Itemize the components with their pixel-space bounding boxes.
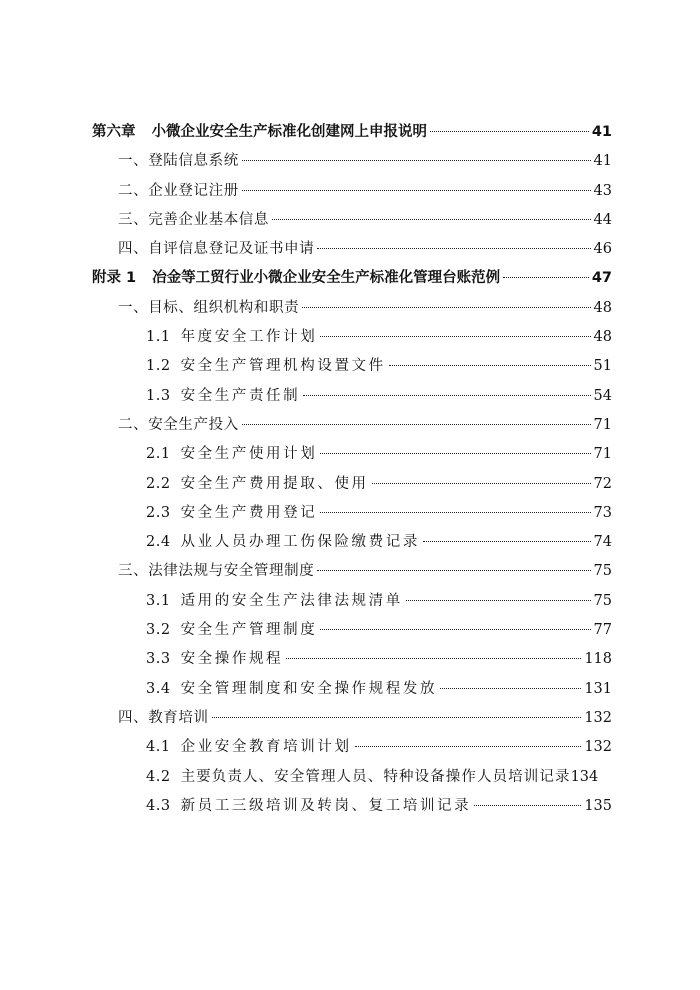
- toc-entry-title: 新员工三级培训及转岗、复工培训记录: [180, 797, 472, 814]
- toc-entry-title: 一、目标、组织机构和职责: [118, 299, 300, 316]
- toc-entry-number: 1.3: [146, 387, 171, 404]
- toc-entry-title: 主要负责人、安全管理人员、特种设备操作人员培训记录: [180, 768, 571, 785]
- dot-leader: [406, 600, 591, 601]
- toc-entry-number: 2.3: [146, 504, 171, 521]
- toc-entry-page: 47: [591, 270, 612, 287]
- toc-entry-section[interactable]: [92, 557, 612, 586]
- toc-entry-page: 75: [593, 563, 612, 580]
- toc-entry-page: 118: [584, 651, 612, 668]
- toc-entry-title: 适用的安全生产法律法规清单: [180, 592, 403, 609]
- toc-entry-title: 二、企业登记注册: [118, 182, 239, 199]
- toc-entry-page: 46: [593, 241, 612, 258]
- toc-entry-page: 43: [593, 182, 612, 199]
- toc-entry-page: 135: [584, 797, 612, 814]
- toc-entry-page: 48: [593, 329, 612, 346]
- toc-entry-number: 3.3: [146, 651, 171, 668]
- toc-entry-subsection[interactable]: [92, 616, 612, 645]
- toc-entry-page: 71: [593, 446, 612, 463]
- toc-entry-subsection[interactable]: [92, 323, 612, 352]
- toc-entry-subsection[interactable]: [92, 352, 612, 381]
- toc-entry-number: 2.2: [146, 475, 171, 492]
- dot-leader: [212, 717, 582, 718]
- toc-entry-page: 75: [593, 592, 612, 609]
- toc-entry-page: 51: [593, 358, 612, 375]
- toc-entry-title: 三、完善企业基本信息: [118, 211, 269, 228]
- toc-entry-subsection[interactable]: [92, 645, 612, 674]
- dot-leader: [242, 190, 591, 191]
- toc-entry-page: 74: [593, 534, 612, 551]
- toc-entry-section[interactable]: [92, 147, 612, 176]
- toc-entry-title: 企业安全教育培训计划: [180, 739, 352, 756]
- toc-entry-number: 1.2: [146, 358, 171, 375]
- dot-leader: [474, 805, 581, 806]
- toc-entry-number: 1.1: [146, 329, 171, 346]
- toc-entry-section[interactable]: [92, 294, 612, 323]
- dot-leader: [389, 365, 591, 366]
- toc-entry-page: 132: [584, 709, 612, 726]
- dot-leader: [320, 629, 590, 630]
- toc-entry-title: 安全生产费用登记: [180, 504, 318, 521]
- dot-leader: [272, 219, 591, 220]
- toc-entry-appendix-1[interactable]: [92, 264, 612, 293]
- toc-entry-title: 一、登陆信息系统: [118, 153, 239, 170]
- dot-leader: [320, 453, 590, 454]
- toc-entry-page: 41: [591, 124, 612, 140]
- table-of-contents: [92, 118, 612, 821]
- toc-entry-subsection[interactable]: [92, 499, 612, 528]
- dot-leader: [355, 746, 582, 747]
- toc-entry-chapter-6[interactable]: [92, 118, 612, 147]
- dot-leader: [242, 424, 591, 425]
- toc-entry-title: 安全生产管理机构设置文件: [180, 358, 386, 375]
- toc-entry-subsection[interactable]: [92, 470, 612, 499]
- toc-entry-subsection[interactable]: [92, 440, 612, 469]
- toc-entry-title: 四、自评信息登记及证书申请: [118, 241, 315, 258]
- toc-entry-title: 四、教育培训: [118, 709, 209, 726]
- toc-entry-subsection[interactable]: [92, 763, 612, 792]
- toc-entry-subsection[interactable]: [92, 528, 612, 557]
- toc-entry-number: 2.1: [146, 446, 171, 463]
- toc-entry-page: 77: [593, 622, 612, 639]
- dot-leader: [317, 248, 590, 249]
- toc-entry-title: 安全生产责任制: [180, 387, 301, 404]
- toc-entry-number: 4.3: [146, 797, 171, 814]
- toc-entry-section[interactable]: [92, 235, 612, 264]
- dot-leader: [320, 512, 590, 513]
- toc-entry-number: 3.4: [146, 680, 171, 697]
- toc-entry-subsection[interactable]: [92, 675, 612, 704]
- toc-entry-number: 4.1: [146, 739, 171, 756]
- toc-entry-subsection[interactable]: [92, 587, 612, 616]
- toc-entry-section[interactable]: [92, 704, 612, 733]
- toc-entry-title: 安全生产管理制度: [180, 622, 318, 639]
- dot-leader: [372, 483, 591, 484]
- toc-entry-title: 从业人员办理工伤保险缴费记录: [180, 534, 420, 551]
- toc-entry-page: 54: [593, 387, 612, 404]
- toc-entry-page: 131: [584, 680, 612, 697]
- dot-leader: [440, 688, 581, 689]
- dot-leader: [302, 307, 590, 308]
- dot-leader: [503, 277, 589, 278]
- toc-entry-page: 72: [593, 475, 612, 492]
- toc-entry-title: 冶金等工贸行业小微企业安全生产标准化管理台账范例: [152, 270, 501, 287]
- dot-leader: [320, 336, 590, 337]
- toc-entry-title: 年度安全工作计划: [180, 329, 318, 346]
- toc-entry-number: 3.1: [146, 592, 171, 609]
- toc-entry-title: 安全管理制度和安全操作规程发放: [180, 680, 438, 697]
- toc-entry-subsection[interactable]: [92, 792, 612, 821]
- dot-leader: [286, 658, 581, 659]
- dot-leader: [430, 131, 589, 132]
- toc-entry-number: 附录 1: [92, 270, 137, 287]
- toc-entry-page: 132: [584, 739, 612, 756]
- toc-entry-section[interactable]: [92, 177, 612, 206]
- toc-entry-page: 73: [593, 504, 612, 521]
- toc-entry-page: 71: [593, 416, 612, 433]
- toc-entry-subsection[interactable]: [92, 382, 612, 411]
- toc-entry-page: 44: [593, 211, 612, 228]
- toc-entry-title: 小微企业安全生产标准化创建网上申报说明: [151, 124, 427, 140]
- toc-entry-subsection[interactable]: [92, 733, 612, 762]
- dot-leader: [317, 570, 590, 571]
- toc-entry-page: 41: [593, 153, 612, 170]
- toc-entry-number: 2.4: [146, 534, 171, 551]
- toc-entry-page: 134: [570, 768, 599, 785]
- toc-entry-number: 3.2: [146, 622, 171, 639]
- toc-entry-section[interactable]: [92, 411, 612, 440]
- toc-entry-title: 二、安全生产投入: [118, 416, 239, 433]
- toc-entry-title: 安全操作规程: [180, 651, 284, 668]
- toc-entry-number: 4.2: [146, 768, 171, 785]
- toc-entry-title: 安全生产费用提取、使用: [180, 475, 369, 492]
- dot-leader: [242, 160, 591, 161]
- dot-leader: [423, 541, 591, 542]
- toc-entry-section[interactable]: [92, 206, 612, 235]
- toc-entry-page: 48: [593, 299, 612, 316]
- dot-leader: [303, 395, 590, 396]
- toc-entry-title: 三、法律法规与安全管理制度: [118, 563, 315, 580]
- toc-entry-title: 安全生产使用计划: [180, 446, 318, 463]
- toc-entry-number: 第六章: [92, 124, 136, 140]
